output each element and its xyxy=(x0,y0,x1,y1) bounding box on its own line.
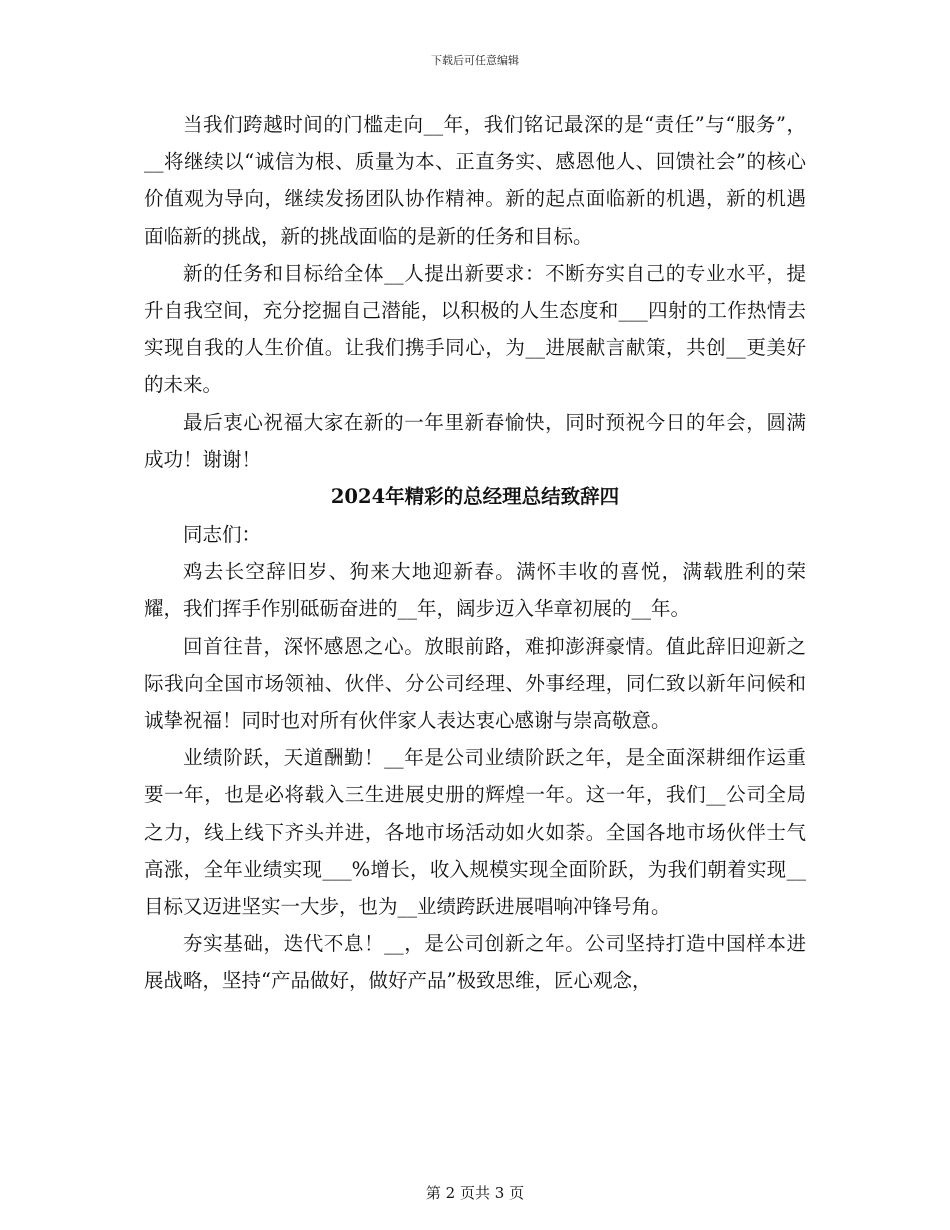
paragraph: 新的任务和目标给全体__人提出新要求：不断夯实自己的专业水平，提升自我空间，充分挖掘自己潜能，以积极的人生态度和___四射的工作热情去实现自我的人生价值。让我们携手同心，为__进展献言献策，共创__更美好的未来。 xyxy=(144,261,806,397)
paragraph: 夯实基础，迭代不息！__，是公司创新之年。公司坚持打造中国样本进展战略，坚持“产品做好，做好产品”极致思维，匠心观念， xyxy=(144,932,806,993)
paragraph: 回首往昔，深怀感恩之心。放眼前路，难抑澎湃豪情。值此辞旧迎新之际我向全国市场领袖、伙伴、分公司经理、外事经理，同仁致以新年问候和诚挚祝福！同时也对所有伙伴家人表达衷心感谢与崇高敬意。 xyxy=(144,634,806,733)
salutation: 同志们： xyxy=(183,523,262,547)
paragraph: 鸡去长空辞旧岁、狗来大地迎新春。满怀丰收的喜悦，满载胜利的荣耀，我们挥手作别砥砺奋进的__年，阔步迈入华章初展的__年。 xyxy=(144,560,806,621)
document-body xyxy=(144,106,806,1000)
paragraph: 业绩阶跃，天道酬勤！__年是公司业绩阶跃之年，是全面深耕细作运重要一年，也是必将载入三生进展史册的辉煌一年。这一年，我们__公司全局之力，线上线下齐头并进，各地市场活动如火如荼。全国各地市场伙伴士气高涨，全年业绩实现___%增长，收入规模实现全面阶跃，为我们朝着实现__目标又迈进坚实一大步，也为__业绩跨跃进展唱响冲锋号角。 xyxy=(144,746,806,919)
page-footer: 第 2 页共 3 页 xyxy=(425,1184,525,1202)
paragraph: 最后衷心祝福大家在新的一年里新春愉快，同时预祝今日的年会，圆满成功！谢谢！ xyxy=(144,410,806,471)
page-header: 下载后可任意编辑 xyxy=(431,54,519,67)
section-title: 2024年精彩的总经理总结致辞四 xyxy=(330,485,620,509)
paragraph: 当我们跨越时间的门槛走向__年，我们铭记最深的是“责任”与“服务”，__将继续以“诚信为根、质量为本、正直务实、感恩他人、回馈社会”的核心价值观为导向，继续发扬团队协作精神。新的起点面临新的机遇，新的机遇面临新的挑战，新的挑战面临的是新的任务和目标。 xyxy=(144,113,806,248)
